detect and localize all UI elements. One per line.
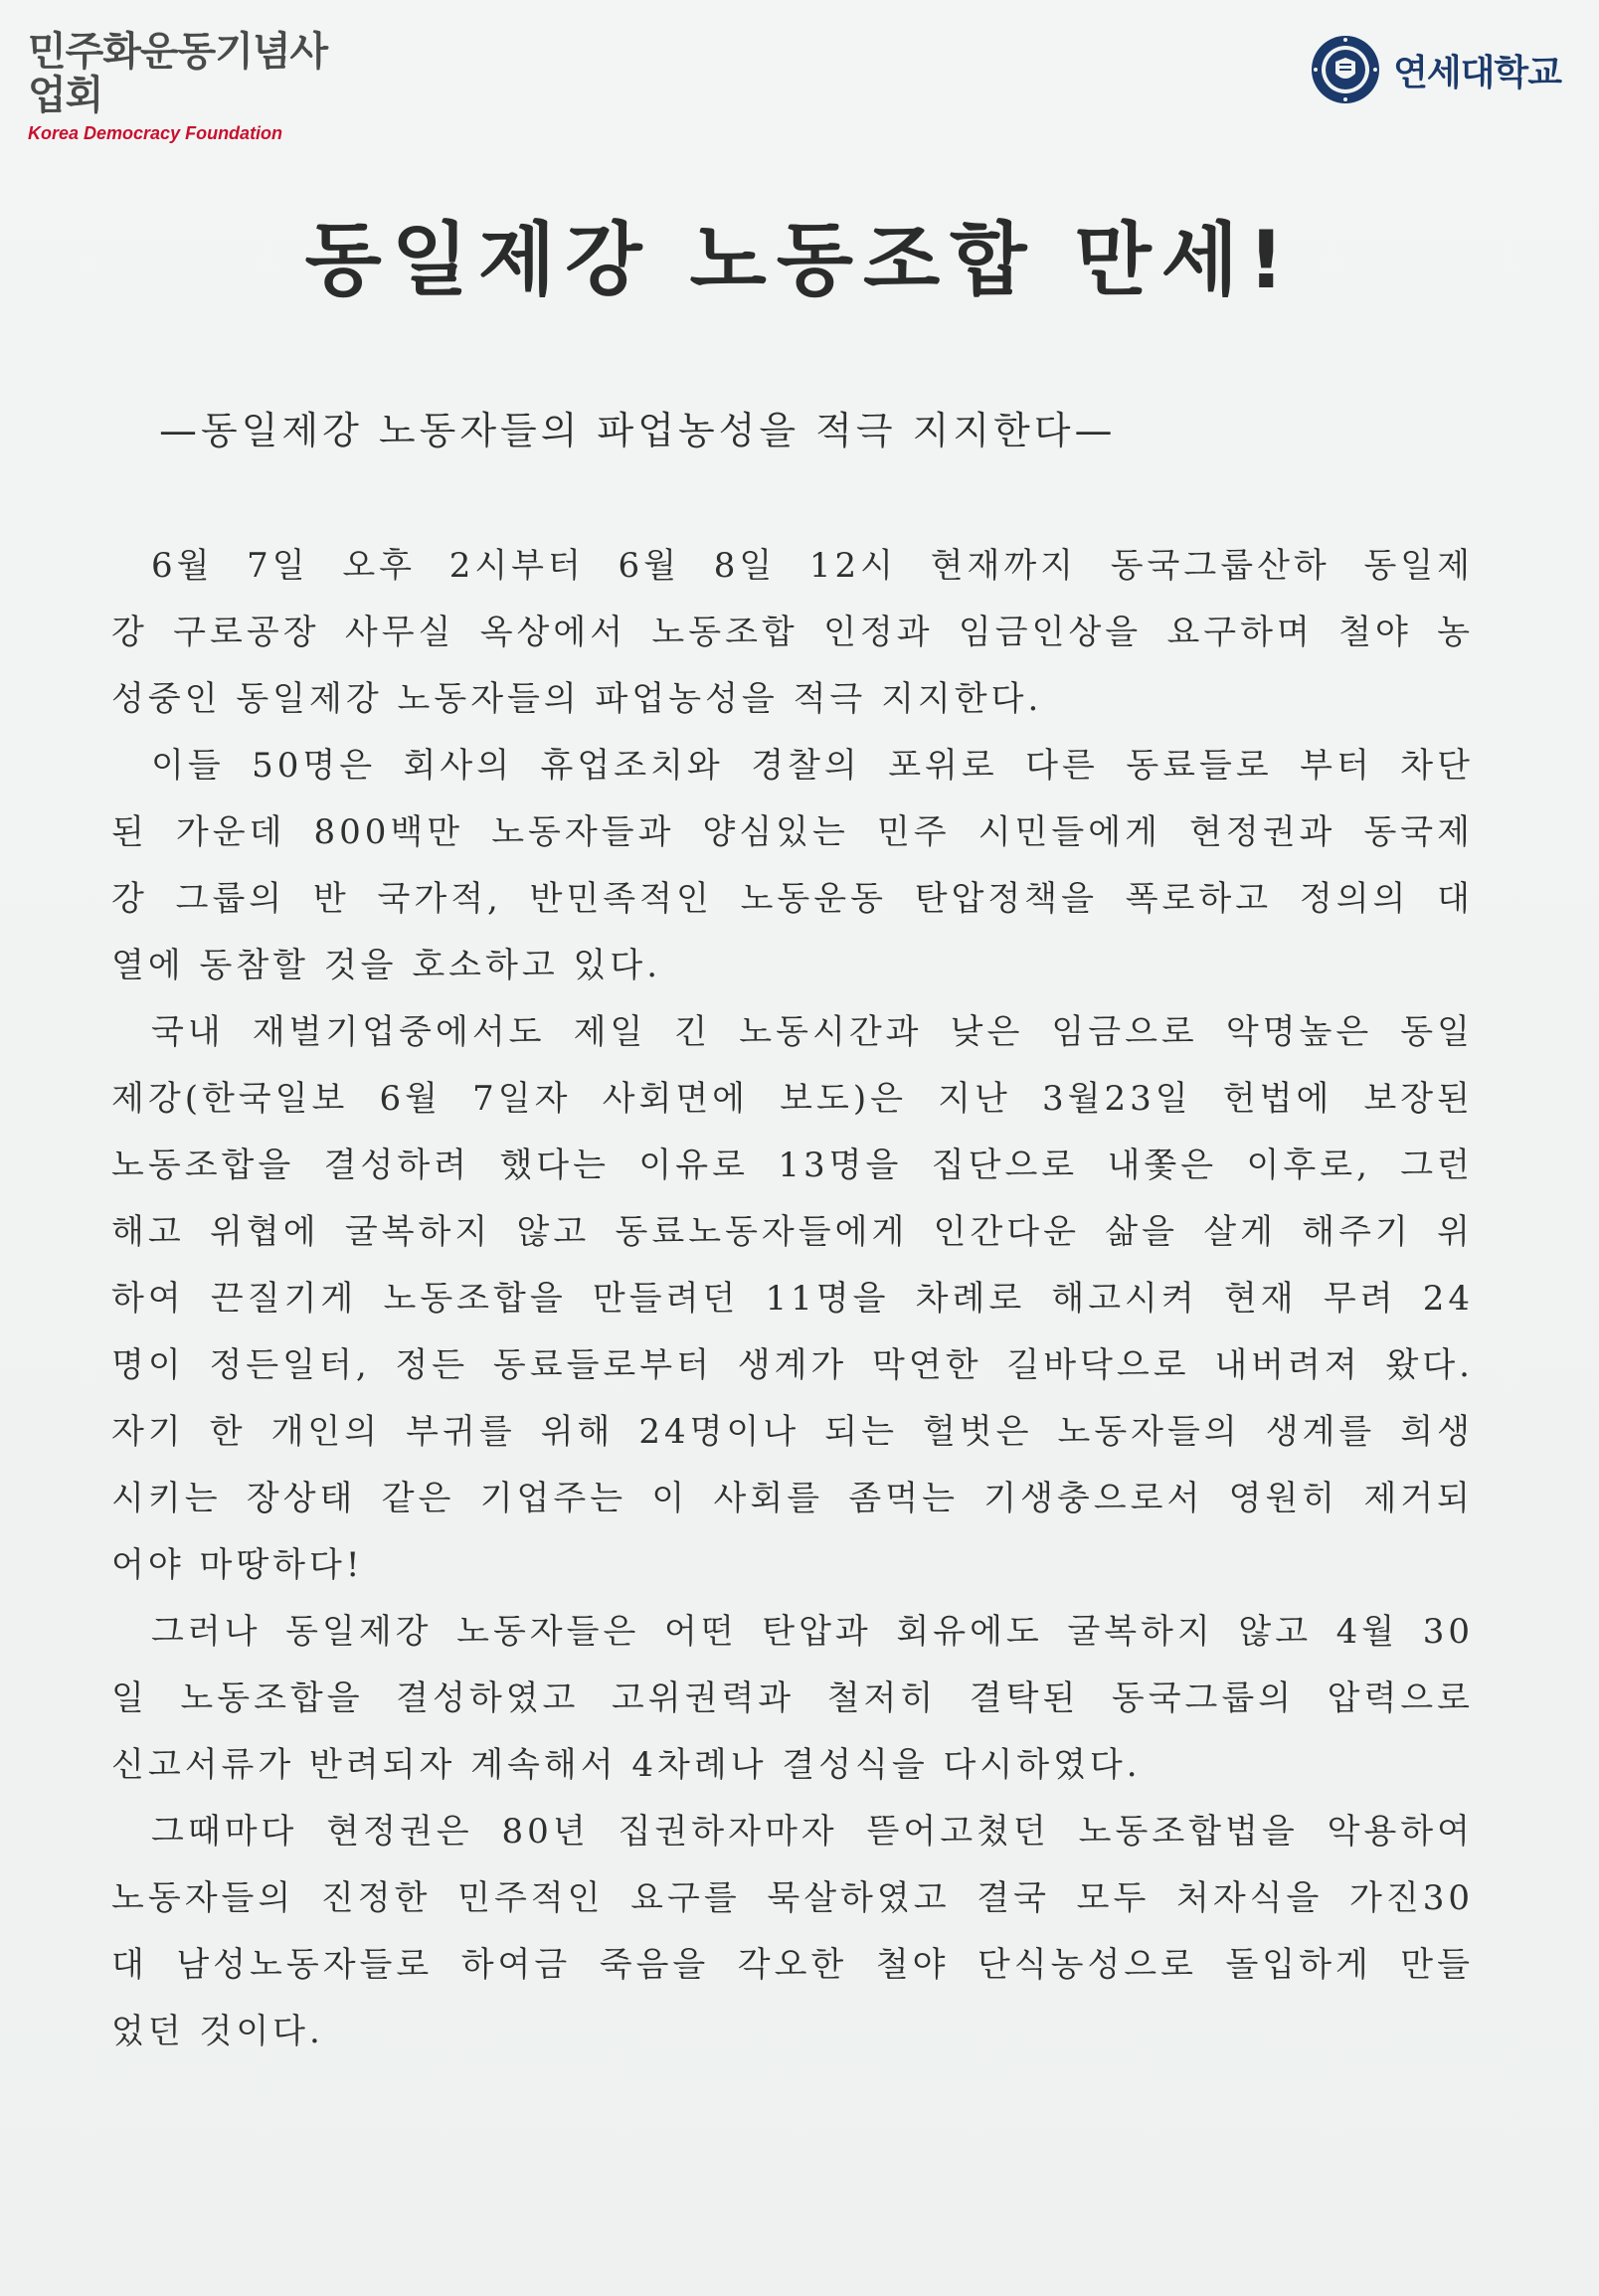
body-line: [111, 1066, 1474, 1133]
body-line-text: 명이 정든일터, 정든 동료들로부터 생계가 막연한 길바닥으로 내버려져 왔다.: [111, 1345, 1474, 1385]
body-line-text: 국내 재벌기업중에서도 제일 긴 노동시간과 낮은 임금으로 악명높은 동일: [151, 1012, 1474, 1052]
body-line: [111, 799, 1474, 866]
body-line-text: 성중인 동일제강 노동자들의 파업농성을 적극 지지한다.: [111, 679, 1043, 719]
body-line-text: 어야 마땅하다!: [111, 1545, 364, 1585]
body-line: [111, 1599, 1474, 1666]
yonsei-name: 연세대학교: [1393, 52, 1561, 93]
body-line-text: 었던 것이다.: [111, 2012, 324, 2051]
body-line-text: 된 가운데 800백만 노동자들과 양심있는 민주 시민들에게 현정권과 동국제: [111, 812, 1474, 852]
kdf-english-name: Korea Democracy Foundation: [28, 123, 283, 143]
yonsei-seal-icon: [1310, 34, 1381, 105]
body-line: [111, 1799, 1474, 1865]
body-line-text: 해고 위협에 굴복하지 않고 동료노동자들에게 인간다운 삶을 살게 해주기 위: [111, 1212, 1474, 1252]
kdf-korean-name: 민주화운동기념사업회: [28, 28, 328, 118]
body-line-text: 신고서류가 반려되자 계속해서 4차례나 결성식을 다시하였다.: [111, 1745, 1142, 1785]
body-line: [111, 1266, 1474, 1332]
body-line: [111, 533, 1474, 600]
body-line: [111, 733, 1474, 799]
body-line: [111, 600, 1474, 666]
body-line: [111, 1666, 1474, 1732]
body-line: [111, 1732, 1474, 1799]
kdf-logo: [28, 30, 346, 143]
body-line-text: 하여 끈질기게 노동조합을 만들려던 11명을 차례로 해고시켜 현재 무려 24: [111, 1279, 1474, 1319]
body-line-text: 시키는 장상태 같은 기업주는 이 사회를 좀먹는 기생충으로서 영원히 제거되: [111, 1479, 1474, 1518]
document-body: [111, 533, 1474, 2065]
body-line-text: 강 구로공장 사무실 옥상에서 노동조합 인정과 임금인상을 요구하며 철야 농: [111, 613, 1474, 652]
body-line-text: 제강(한국일보 6월 7일자 사회면에 보도)은 지난 3월23일 헌법에 보장된: [111, 1079, 1474, 1119]
document-title: 동일제강 노동조합 만세!: [304, 214, 1295, 306]
body-line-text: 열에 동참할 것을 호소하고 있다.: [111, 946, 662, 985]
body-line: [111, 1332, 1474, 1399]
body-line-text: 노동자들의 진정한 민주적인 요구를 묵살하였고 결국 모두 처자식을 가진30: [111, 1878, 1474, 1918]
body-line: [111, 666, 1474, 733]
body-line: [111, 999, 1474, 1066]
body-line-text: 노동조합을 결성하려 했다는 이유로 13명을 집단으로 내쫓은 이후로, 그런: [111, 1146, 1474, 1185]
body-line: [111, 1199, 1474, 1266]
body-line-text: 대 남성노동자들로 하여금 죽음을 각오한 철야 단식농성으로 돌입하게 만들: [111, 1945, 1474, 1985]
body-line: [111, 933, 1474, 999]
body-line: [111, 1399, 1474, 1466]
body-line-text: 이들 50명은 회사의 휴업조치와 경찰의 포위로 다른 동료들로 부터 차단: [151, 746, 1474, 786]
body-line: [111, 1865, 1474, 1932]
yonsei-logo: [1310, 30, 1561, 109]
document-subtitle: —동일제강 노동자들의 파업농성을 적극 지지한다—: [159, 409, 1117, 452]
body-line-text: 6월 7일 오후 2시부터 6월 8일 12시 현재까지 동국그룹산하 동일제: [151, 546, 1474, 586]
body-line: [111, 1133, 1474, 1199]
body-line: [111, 1999, 1474, 2065]
body-line-text: 자기 한 개인의 부귀를 위해 24명이나 되는 헐벗은 노동자들의 생계를 희생: [111, 1412, 1474, 1452]
body-line: [111, 866, 1474, 933]
body-line-text: 그러나 동일제강 노동자들은 어떤 탄압과 회유에도 굴복하지 않고 4월 30: [151, 1612, 1474, 1652]
body-line-text: 강 그룹의 반 국가적, 반민족적인 노동운동 탄압정책을 폭로하고 정의의 대: [111, 879, 1474, 919]
body-line: [111, 1932, 1474, 1999]
body-line: [111, 1466, 1474, 1532]
body-line: [111, 1532, 1474, 1599]
body-line-text: 일 노동조합을 결성하였고 고위권력과 철저히 결탁된 동국그룹의 압력으로: [111, 1678, 1474, 1718]
body-line-text: 그때마다 현정권은 80년 집권하자마자 뜯어고쳤던 노동조합법을 악용하여: [151, 1812, 1474, 1852]
